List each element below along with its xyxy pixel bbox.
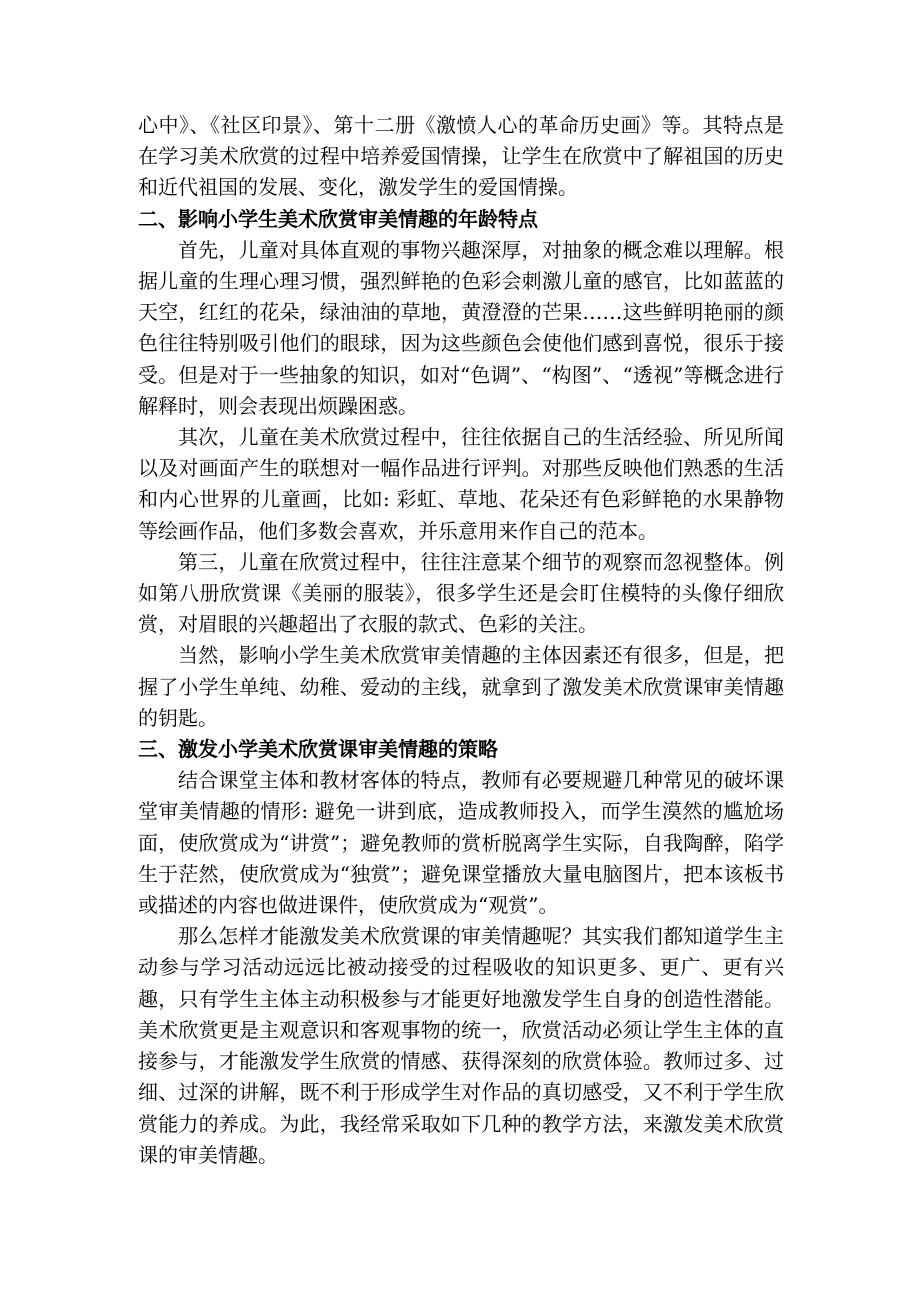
section-heading-3: 三、激发小学美术欣赏课审美情趣的策略	[138, 737, 498, 762]
paragraph-third: 第三，儿童在欣赏过程中，往往注意某个细节的观察而忽视整体。例如第八册欣赏课《美丽的服装》，很多学生还是会盯住模特的头像仔细欣赏，对眉眼的兴趣超出了衣服的款式、色彩的关注。	[138, 549, 784, 637]
document-page	[138, 110, 784, 1171]
section-heading-2: 二、影响小学生美术欣赏审美情趣的年龄特点	[138, 206, 538, 231]
paragraph-second: 其次，儿童在美术欣赏过程中，往往依据自己的生活经验、所见所闻以及对画面产生的联想对一幅作品进行评判。对那些反映他们熟悉的生活和内心世界的儿童画，比如: 彩虹、草地、花朵还有色彩鲜艳的水果静物等绘画作品，他们多数会喜欢，并乐意用来作自己的范本。	[138, 425, 784, 543]
paragraph-first: 首先，儿童对具体直观的事物兴趣深厚，对抽象的概念难以理解。根据儿童的生理心理习惯，强烈鲜艳的色彩会刺激儿童的感官，比如蓝蓝的天空，红红的花朵，绿油油的草地，黄澄澄的芒果……这些鲜明艳丽的颜色往往特别吸引他们的眼球，因为这些颜色会使他们感到喜悦，很乐于接受。但是对于一些抽象的知识，如对“色调”、“构图”、“透视”等概念进行解释时，则会表现出烦躁困惑。	[138, 237, 784, 418]
paragraph-strategy: 结合课堂主体和教材客体的特点，教师有必要规避几种常见的破坏课堂审美情趣的情形: 避免一讲到底，造成教师投入，而学生漠然的尴尬场面，使欣赏成为“讲赏”；避免教师的赏析脱离学生实际，自我陶醉，陷学生于茫然，使欣赏成为“独赏”；避免课堂播放大量电脑图片，把本该板书或描述的内容也做进课件，使欣赏成为“观赏”。	[138, 768, 784, 918]
paragraph-final: 那么怎样才能激发美术欣赏课的审美情趣呢？其实我们都知道学生主动参与学习活动远远比被动接受的过程吸收的知识更多、更广、更有兴趣，只有学生主体主动积极参与才能更好地激发学生自身的创造性潜能。美术欣赏更是主观意识和客观事物的统一，欣赏活动必须让学生主体的直接参与，才能激发学生欣赏的情感、获得深刻的欣赏体验。教师过多、过细、过深的讲解，既不利于形成学生对作品的真切感受，又不利于学生欣赏能力的养成。为此，我经常采取如下几种的教学方法，来激发美术欣赏课的审美情趣。	[138, 924, 784, 1167]
paragraph-intro: 心中》、《社区印景》、第十二册《激愤人心的革命历史画》等。其特点是在学习美术欣赏的过程中培养爱国情操，让学生在欣赏中了解祖国的历史和近代祖国的发展、变化，激发学生的爱国情操。	[138, 113, 784, 200]
paragraph-conclusion: 当然，影响小学生美术欣赏审美情趣的主体因素还有很多，但是，把握了小学生单纯、幼稚、爱动的主线，就拿到了激发美术欣赏课审美情趣的钥匙。	[138, 643, 784, 730]
